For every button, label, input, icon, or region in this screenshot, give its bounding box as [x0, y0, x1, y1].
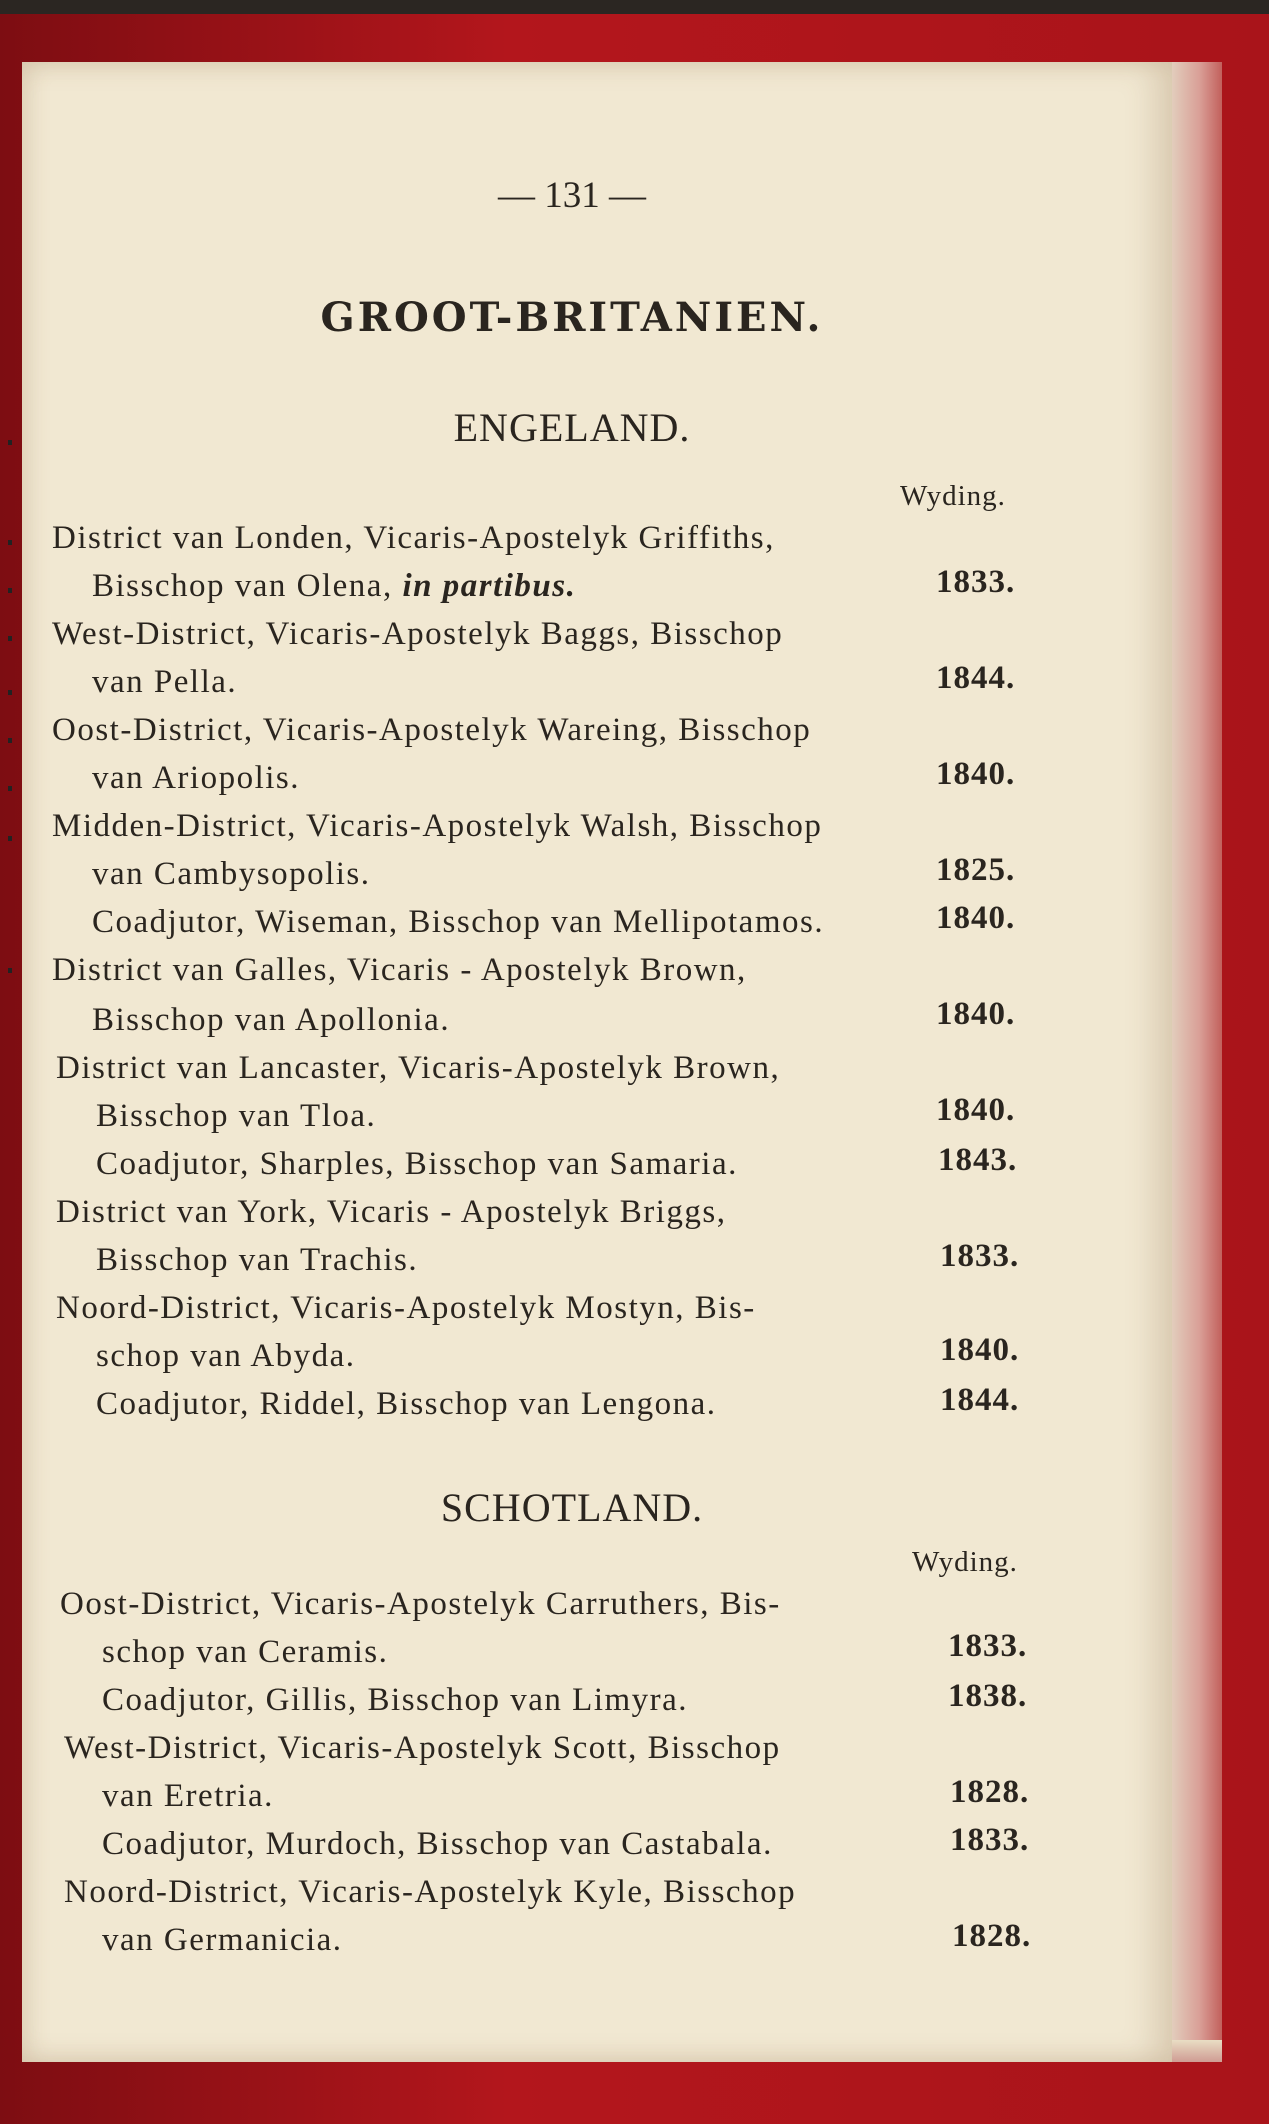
page-title: GROOT-BRITANIEN.	[320, 294, 824, 341]
year: 1844.	[936, 660, 1016, 696]
year: 1838.	[948, 1678, 1028, 1714]
year: 1825.	[936, 852, 1016, 888]
margin-dot	[8, 836, 12, 841]
year: 1840.	[936, 996, 1016, 1032]
entry-line: Coadjutor, Gillis, Bisschop van Limyra.	[102, 1682, 689, 1718]
year: 1840.	[940, 1332, 1020, 1368]
entry-line: Coadjutor, Riddel, Bisschop van Lengona.	[96, 1386, 717, 1422]
section-heading-engeland: ENGELAND.	[453, 405, 691, 450]
entry-line: Oost-District, Vicaris-Apostelyk Wareing, Bisschop	[52, 712, 812, 748]
year-header-engeland: Wyding.	[900, 480, 1006, 512]
entry-line: van Pella.	[92, 664, 238, 700]
entry-line: Bisschop van Olena, in partibus.	[92, 568, 577, 604]
margin-dot	[8, 636, 12, 641]
entry-line: District van York, Vicaris - Apostelyk Briggs,	[56, 1194, 727, 1230]
year: 1840.	[936, 1092, 1016, 1128]
italic-phrase: in partibus.	[402, 568, 577, 604]
entry-line: Bisschop van Apollonia.	[92, 1002, 451, 1038]
entry-line: Bisschop van Trachis.	[96, 1242, 419, 1278]
margin-dot	[8, 540, 12, 545]
year: 1828.	[952, 1918, 1032, 1954]
entry-line: District van Londen, Vicaris-Apostelyk Griffiths,	[52, 520, 775, 556]
page-number: — 131 —	[498, 175, 646, 216]
year: 1833.	[950, 1822, 1030, 1858]
entry-line: Oost-District, Vicaris-Apostelyk Carruthers, Bis-	[60, 1586, 781, 1622]
entry-line: van Ariopolis.	[92, 760, 300, 796]
entry-line: van Eretria.	[102, 1778, 274, 1814]
margin-dot	[8, 588, 12, 593]
margin-dot	[8, 690, 12, 695]
year-header-schotland: Wyding.	[912, 1546, 1018, 1578]
margin-dot	[8, 786, 12, 791]
entry-line: van Germanicia.	[102, 1922, 343, 1958]
year: 1833.	[940, 1238, 1020, 1274]
year: 1828.	[950, 1774, 1030, 1810]
entry-line: van Cambysopolis.	[92, 856, 371, 892]
entry-line: Noord-District, Vicaris-Apostelyk Mostyn, Bis-	[56, 1290, 756, 1326]
entry-line: Noord-District, Vicaris-Apostelyk Kyle, Bisschop	[64, 1874, 797, 1910]
margin-dot	[8, 440, 12, 445]
book-page	[22, 62, 1172, 2062]
entry-line: West-District, Vicaris-Apostelyk Baggs, Bisschop	[52, 616, 784, 652]
section-heading-schotland: SCHOTLAND.	[440, 1485, 704, 1530]
entry-line: Coadjutor, Murdoch, Bisschop van Castabala.	[102, 1826, 773, 1862]
entry-line: Midden-District, Vicaris-Apostelyk Walsh, Bisschop	[52, 808, 823, 844]
year: 1840.	[936, 756, 1016, 792]
year: 1844.	[940, 1382, 1020, 1418]
margin-dot	[8, 738, 12, 743]
year: 1840.	[936, 900, 1016, 936]
margin-dot	[8, 968, 12, 973]
page-edge	[1172, 62, 1222, 2062]
year: 1843.	[938, 1142, 1018, 1178]
entry-line: Bisschop van Tloa.	[96, 1098, 377, 1134]
entry-line: schop van Ceramis.	[102, 1634, 389, 1670]
entry-line: District van Galles, Vicaris - Apostelyk Brown,	[52, 952, 747, 988]
entry-line: West-District, Vicaris-Apostelyk Scott, Bisschop	[64, 1730, 781, 1766]
year: 1833.	[936, 564, 1016, 600]
entry-line: schop van Abyda.	[96, 1338, 356, 1374]
entry-line: District van Lancaster, Vicaris-Apostelyk Brown,	[56, 1050, 781, 1086]
year: 1833.	[948, 1628, 1028, 1664]
entry-line: Coadjutor, Sharples, Bisschop van Samaria.	[96, 1146, 738, 1182]
entry-line: Coadjutor, Wiseman, Bisschop van Mellipotamos.	[92, 904, 825, 940]
